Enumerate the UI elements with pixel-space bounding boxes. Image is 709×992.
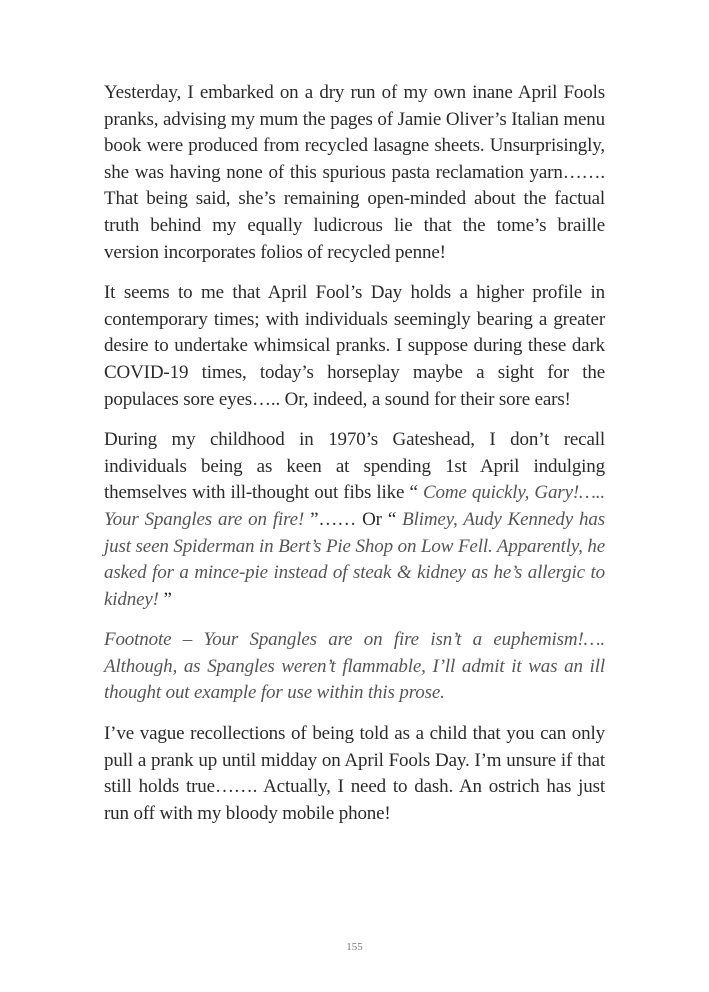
spangles-quote: Come quickly, Gary!….. Your Spangles are on fire!	[104, 482, 605, 530]
paragraph-childhood-gateshead	[104, 427, 605, 613]
spiderman-quote: Blimey, Audy Kennedy has just seen Spiderman in Bert’s Pie Shop on Low Fell. Apparently, he asked for a mince-pie instead of steak & kidney as he’s allergic to kidney!	[104, 508, 605, 610]
footnote-paragraph: Footnote – Your Spangles are on fire isn’t a euphemism!…. Although, as Spangles weren’t flammable, I’ll admit it was an ill thought out example for use within this prose.	[104, 629, 605, 704]
paragraph-midday-rule: I’ve vague recollections of being told as a child that you can only pull a prank up until midday on April Fools Day. I’m unsure if that still holds true……. Actually, I need to dash. An ostrich has just run off with my bloody mobile phone!	[104, 723, 605, 824]
childhood-lead-text: During my childhood in 1970’s Gateshead, I don’t recall individuals being as keen at spending 1st April indulging themselves with ill-thought out fibs like “	[104, 429, 605, 504]
page-number: 155	[346, 941, 363, 953]
childhood-tail-text: ”	[158, 588, 172, 610]
paragraph-april-fools-profile: It seems to me that April Fool’s Day holds a higher profile in contemporary times; with individuals seemingly bearing a greater desire to undertake whimsical pranks. I suppose during these dark COVID-19 times, today’s horseplay maybe a sight for the populaces sore eyes….. Or, indeed, a sound for their sore ears!	[104, 282, 605, 410]
page-body	[104, 80, 605, 841]
paragraph-april-fools-rehearsal: Yesterday, I embarked on a dry run of my own inane April Fools pranks, advising my mum the pages of Jamie Oliver’s Italian menu book were produced from recycled lasagne sheets. Unsurprisingly, she was having none of this spurious pasta reclamation yarn……. That being said, she’s remaining open-minded about the factual truth behind my equally ludicrous lie that the tome’s braille version incorporates folios of recycled penne!	[104, 82, 605, 263]
childhood-middle-text: ”…… Or “	[304, 508, 403, 530]
